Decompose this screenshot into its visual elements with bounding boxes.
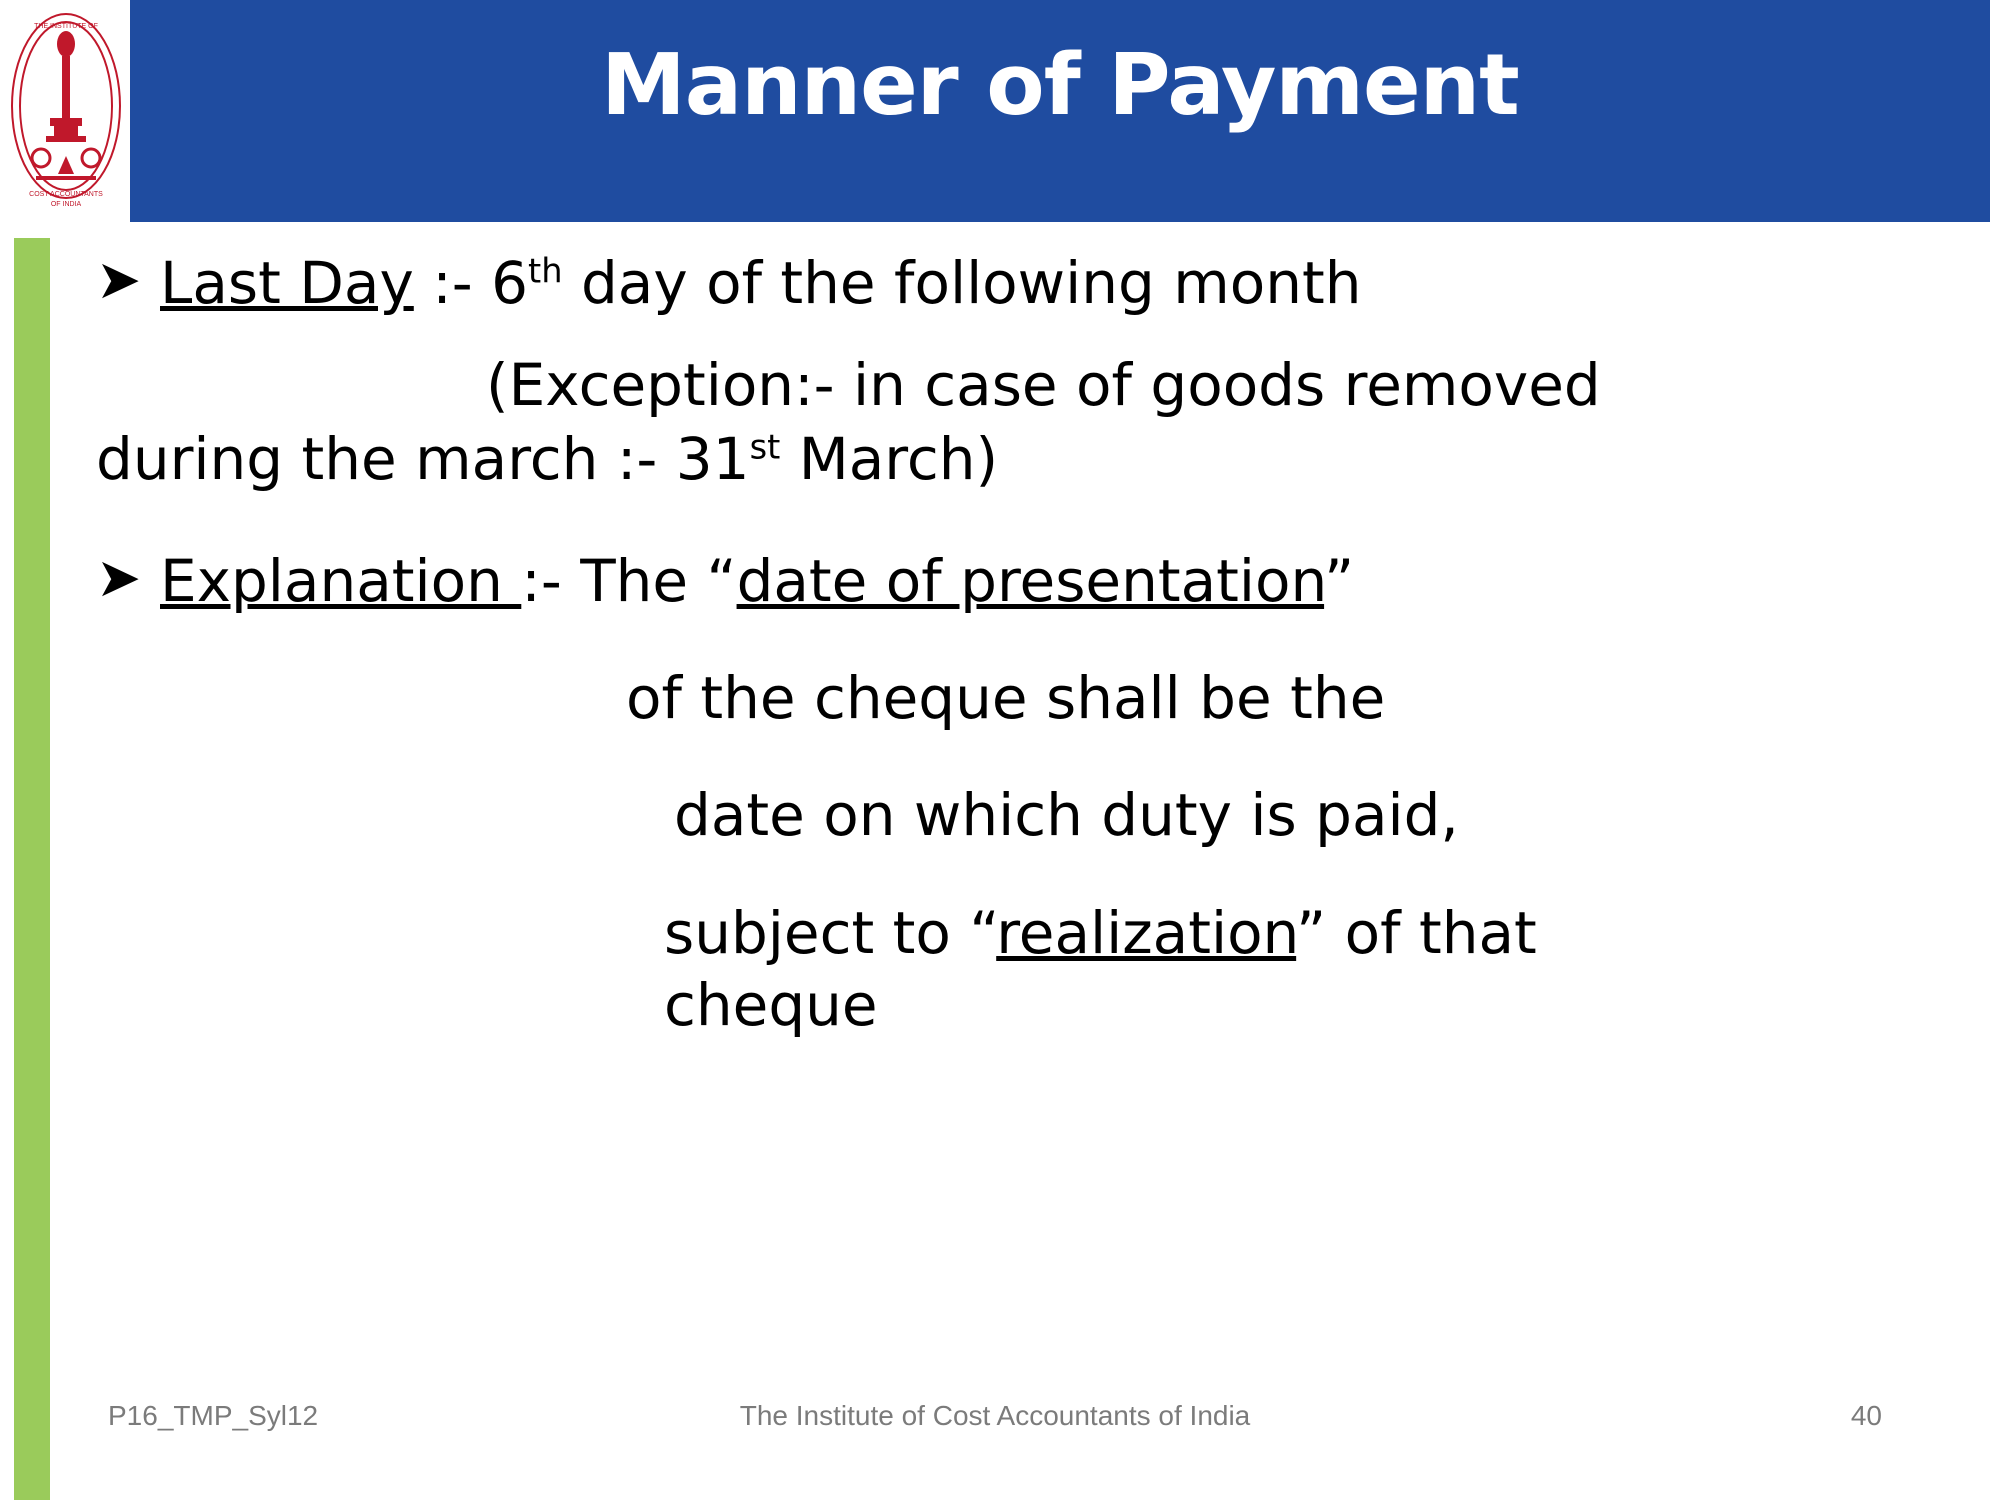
- footer-page-number: 40: [1850, 1400, 1882, 1431]
- explanation-line-3-prefix: subject to “: [664, 898, 997, 967]
- title-band: [130, 0, 1990, 222]
- svg-text:COST ACCOUNTANTS: COST ACCOUNTANTS: [29, 191, 103, 198]
- footer-organization: The Institute of Cost Accountants of India: [739, 1400, 1251, 1431]
- footer-document-code: P16_TMP_Syl12: [108, 1400, 319, 1431]
- explanation-label: Explanation: [160, 547, 522, 616]
- explanation-rest-suffix: ”: [1324, 547, 1355, 616]
- svg-text:THE INSTITUTE OF: THE INSTITUTE OF: [34, 23, 98, 30]
- last-day-rest-suffix: day of the following month: [562, 249, 1362, 317]
- exception-line-1: (Exception:- in case of goods removed: [486, 351, 1601, 420]
- explanation-line-3: [664, 899, 1936, 969]
- left-accent-bar: [14, 238, 50, 1500]
- last-day-ordinal-suffix: th: [528, 251, 563, 291]
- exception-ordinal-suffix: st: [749, 427, 781, 467]
- bullet-text-explanation: [160, 548, 1936, 615]
- bullet-item-last-day: [96, 250, 1936, 317]
- slide-footer: [0, 1400, 1990, 1460]
- institute-logo: [6, 6, 126, 224]
- exception-line-2-suffix: March): [780, 424, 999, 493]
- slide-body: [96, 250, 1936, 1390]
- exception-line-2-prefix: during the march :- 31: [96, 424, 750, 493]
- page-title: Manner of Payment: [601, 36, 1519, 135]
- bullet-arrow-icon: ➤: [96, 248, 142, 311]
- last-day-rest-prefix: :- 6: [413, 249, 529, 317]
- bullet-arrow-icon-2: ➤: [96, 546, 142, 610]
- bullet-text-last-day: [160, 250, 1936, 317]
- explanation-rest-prefix: :- The “: [521, 547, 737, 616]
- explanation-line-4: cheque: [664, 970, 878, 1039]
- svg-text:OF INDIA: OF INDIA: [50, 201, 82, 208]
- exception-line-2: [96, 425, 1936, 495]
- explanation-line-2: date on which duty is paid,: [674, 781, 1459, 850]
- explanation-line-3-suffix: ” of that: [1296, 898, 1537, 967]
- last-day-label: Last Day: [160, 249, 414, 317]
- realization-phrase: realization: [996, 898, 1297, 967]
- bullet-item-explanation: [96, 548, 1936, 615]
- date-of-presentation-phrase: date of presentation: [736, 547, 1325, 616]
- explanation-line-1: of the cheque shall be the: [626, 663, 1386, 732]
